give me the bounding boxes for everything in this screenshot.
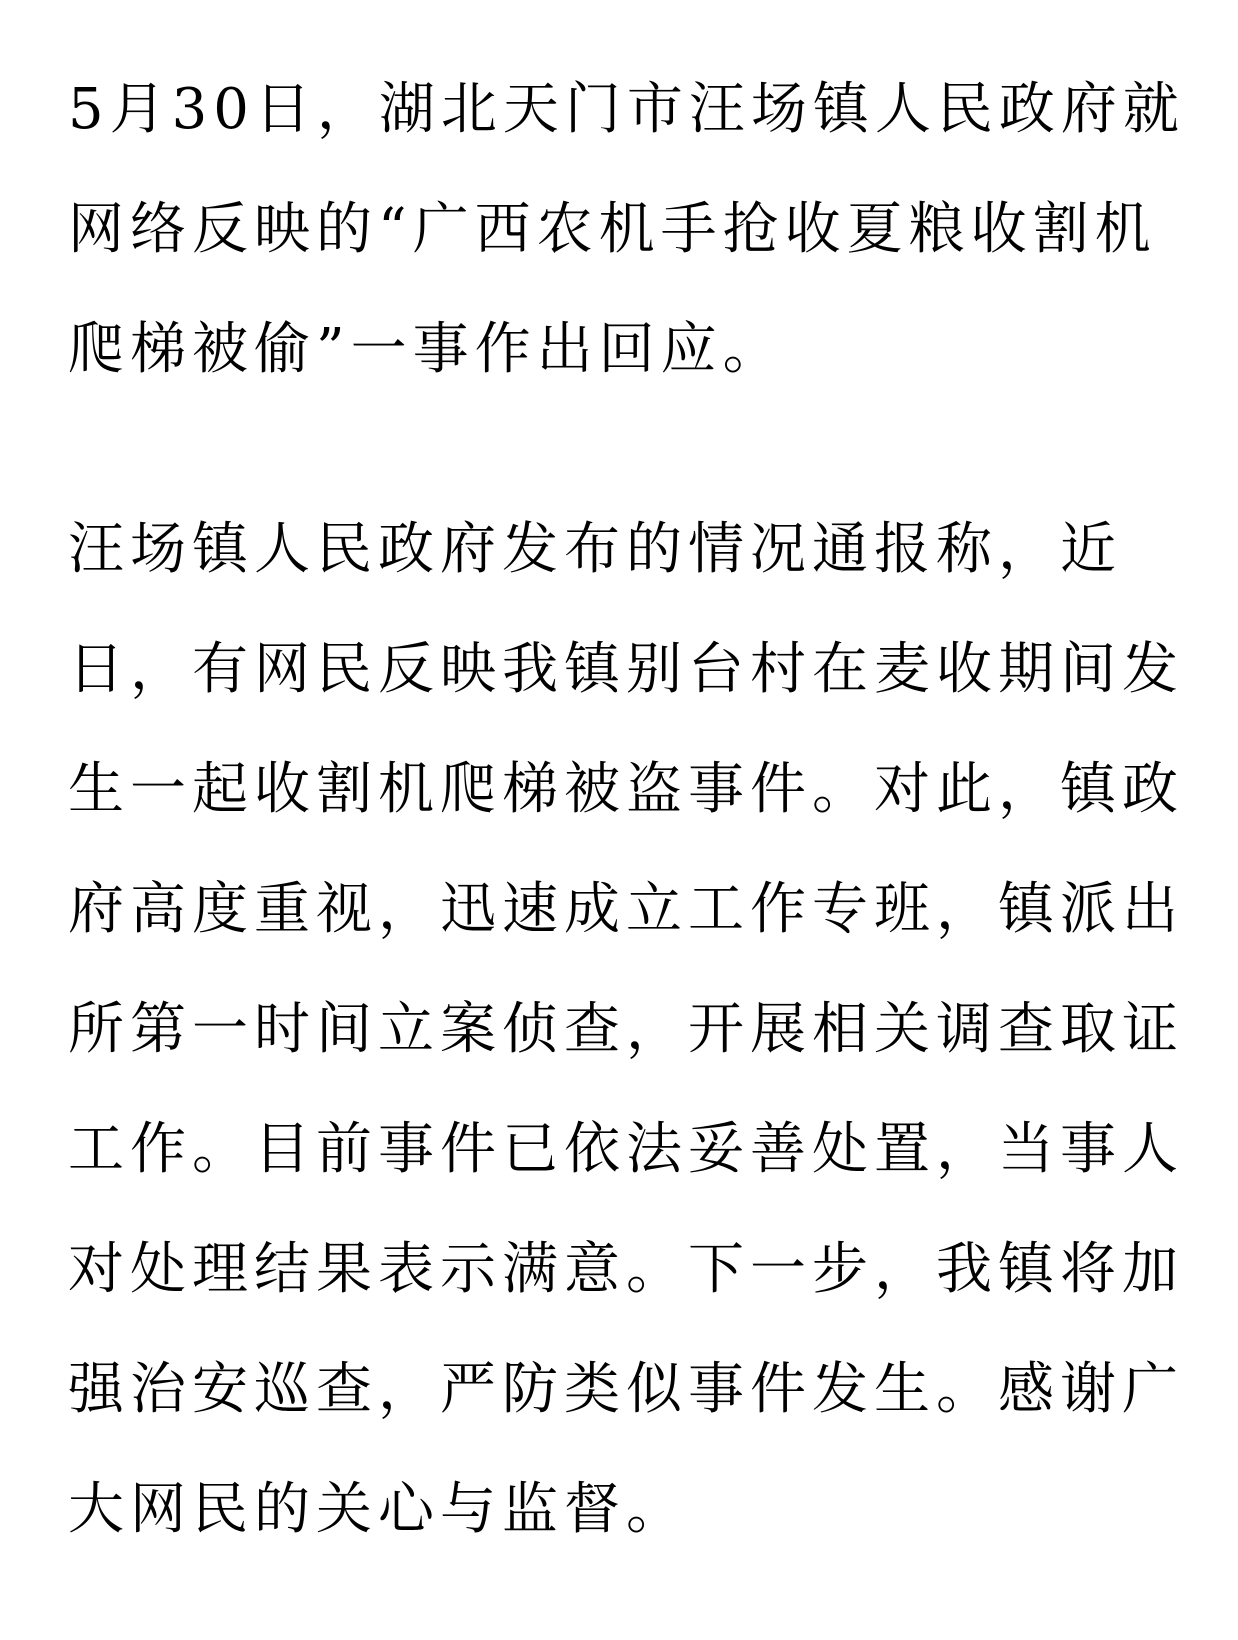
- paragraph-2-line-6: 工作。目前事件已依法妥善处置，当事人: [68, 1117, 1184, 1182]
- paragraph-1-line-2: 网络反映的“广西农机手抢收夏粮收割机: [68, 197, 1157, 262]
- paragraph-2: [68, 490, 1184, 1570]
- paragraph-1-line-3: 爬梯被偷”一事作出回应。: [68, 317, 785, 382]
- paragraph-gap: [68, 410, 1168, 490]
- paragraph-2-line-7: 对处理结果表示满意。下一步，我镇将加: [68, 1237, 1184, 1302]
- paragraph-1: [68, 50, 1185, 410]
- paragraph-2-line-1: 汪场镇人民政府发布的情况通报称，近: [68, 517, 1122, 582]
- paragraph-1-line-1: 5月30日，湖北天门市汪场镇人民政府就: [68, 77, 1185, 142]
- paragraph-2-line-9: 大网民的关心与监督。: [68, 1477, 688, 1542]
- paragraph-2-line-3: 生一起收割机爬梯被盗事件。对此，镇政: [68, 757, 1184, 822]
- paragraph-2-line-8: 强治安巡查，严防类似事件发生。感谢广: [68, 1357, 1184, 1422]
- paragraph-2-line-4: 府高度重视，迅速成立工作专班，镇派出: [68, 877, 1184, 942]
- article-body: [68, 50, 1185, 1570]
- paragraph-2-line-2: 日，有网民反映我镇别台村在麦收期间发: [68, 637, 1184, 702]
- paragraph-2-line-5: 所第一时间立案侦查，开展相关调查取证: [68, 997, 1184, 1062]
